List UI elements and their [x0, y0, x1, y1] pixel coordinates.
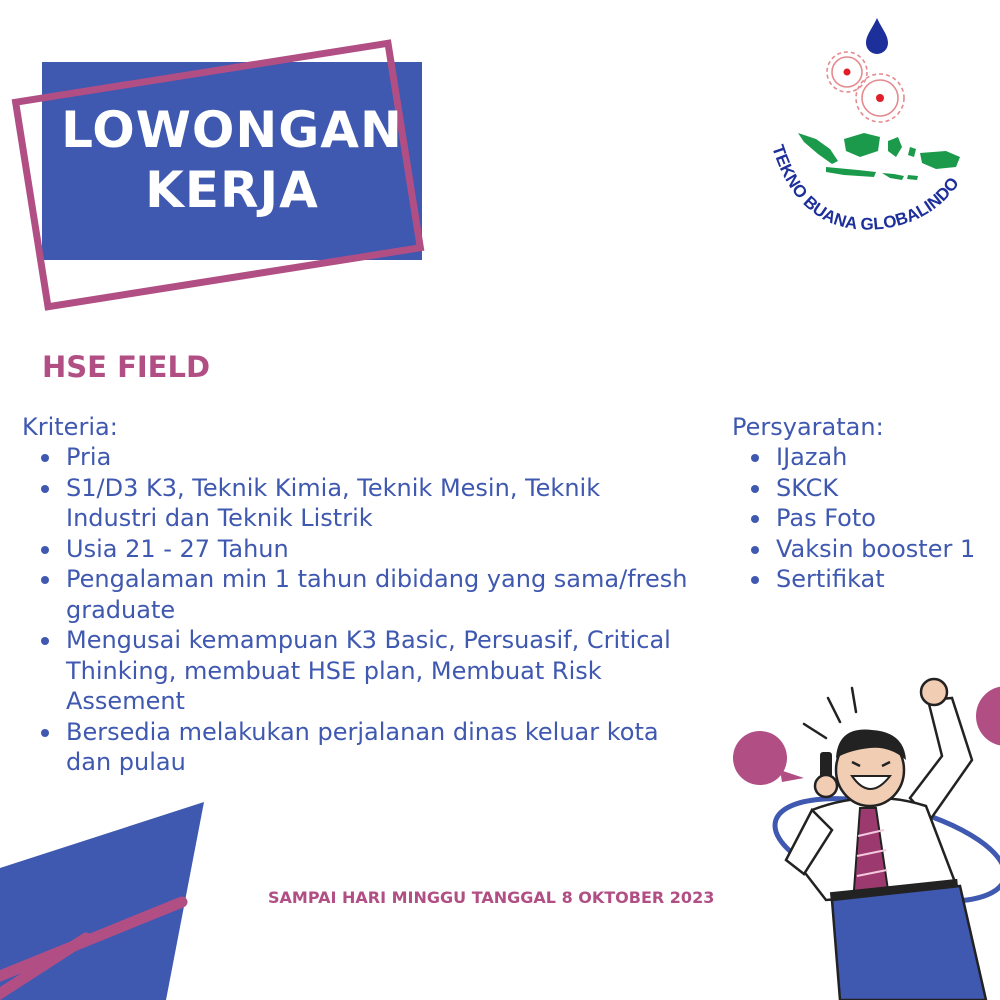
criteria-label: Kriteria: — [22, 413, 118, 441]
criteria-item: Mengusai kemampuan K3 Basic, Persuasif, Critical Thinking, membuat HSE plan, Membuat Risk Assement — [22, 625, 692, 717]
company-name: TEKNO BUANA GLOBALINDO — [768, 142, 963, 234]
page-title-line-2: KERJA — [145, 161, 319, 219]
page-title-line-1: LOWONGAN — [61, 101, 403, 159]
indonesia-map-icon — [798, 133, 960, 180]
criteria-section — [22, 412, 692, 778]
requirement-item: Sertifikat — [732, 564, 1000, 595]
requirements-list — [732, 442, 1000, 595]
requirement-item: Pas Foto — [732, 503, 1000, 534]
criteria-item: Pria — [22, 442, 692, 473]
requirement-item: IJazah — [732, 442, 1000, 473]
requirement-item: SKCK — [732, 473, 1000, 504]
gear-icon — [827, 52, 904, 122]
criteria-item: S1/D3 K3, Teknik Kimia, Teknik Mesin, Teknik Industri dan Teknik Listrik — [22, 473, 692, 534]
page-title — [42, 100, 422, 220]
decorative-shapes — [0, 790, 240, 1000]
criteria-item: Bersedia melakukan perjalanan dinas keluar kota dan pulau — [22, 717, 692, 778]
criteria-item: Pengalaman min 1 tahun dibidang yang sama/fresh graduate — [22, 564, 692, 625]
company-logo — [760, 15, 990, 245]
speech-bubble-icon — [733, 731, 787, 785]
person-illustration — [720, 660, 1000, 1000]
criteria-item: Usia 21 - 27 Tahun — [22, 534, 692, 565]
drop-icon — [866, 18, 888, 54]
job-title: HSE FIELD — [42, 350, 211, 384]
speech-bubble-icon — [976, 686, 1000, 746]
criteria-list — [22, 442, 692, 778]
requirement-item: Vaksin booster 1 — [732, 534, 1000, 565]
deadline-text: SAMPAI HARI MINGGU TANGGAL 8 OKTOBER 2023 — [268, 888, 715, 907]
requirements-label: Persyaratan: — [732, 413, 884, 441]
requirements-section — [732, 412, 1000, 595]
